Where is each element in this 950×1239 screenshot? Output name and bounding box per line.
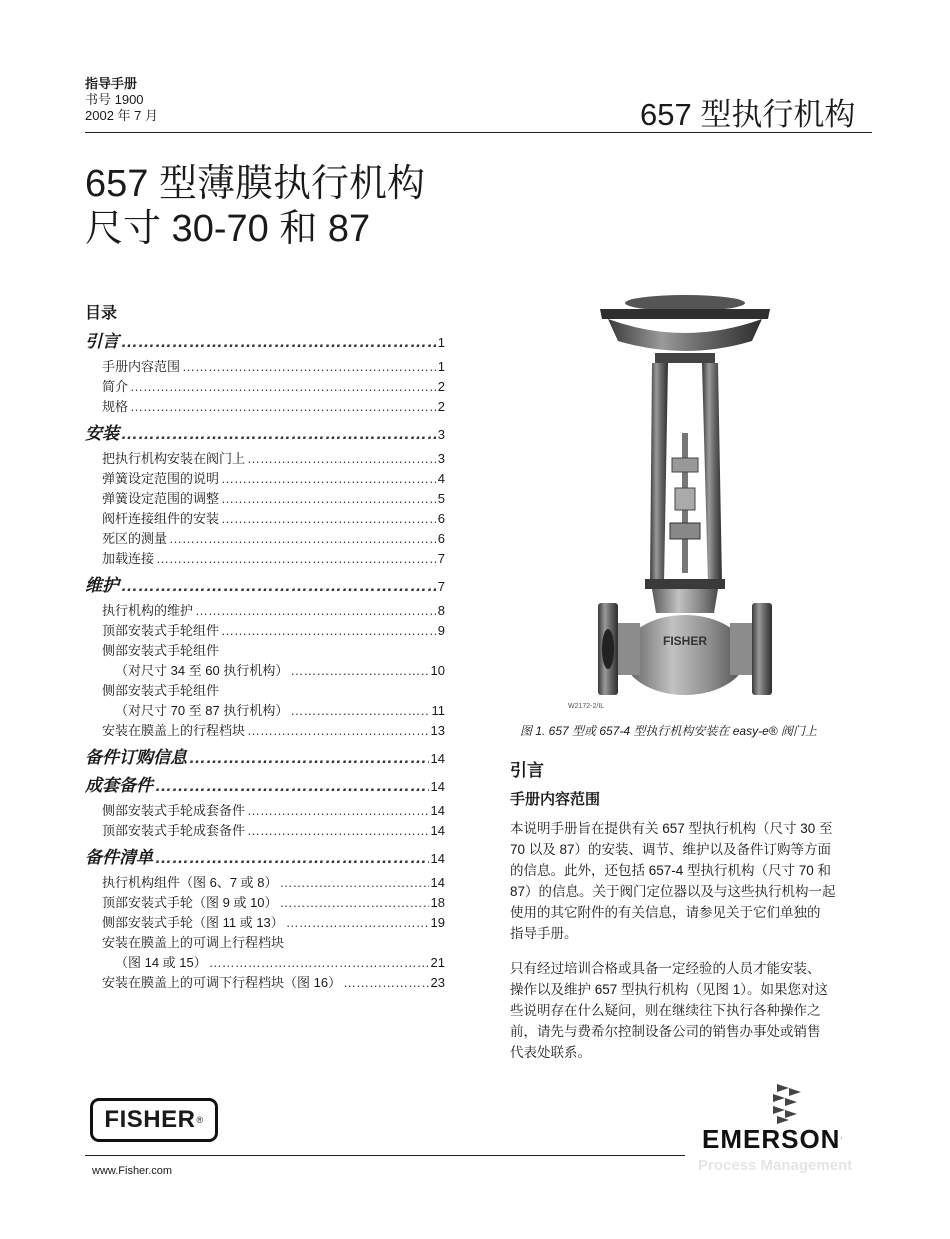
toc-leader	[221, 489, 436, 509]
toc-leader	[247, 449, 436, 469]
toc-leader	[247, 721, 429, 741]
toc-leader	[155, 775, 429, 797]
toc-item-label: 简介	[102, 379, 129, 394]
toc-item-label: 安装在膜盖上的可调上行程档块	[102, 935, 285, 950]
toc-heading: 目录	[85, 305, 118, 322]
toc-page-number: 5	[437, 491, 445, 506]
toc-page-number: 14	[430, 823, 445, 838]
toc-item-label: 顶部安装式手轮（图 9 或 10）	[102, 895, 278, 910]
toc-section-label: 引言	[85, 332, 119, 351]
intro-heading: 引言	[510, 761, 544, 780]
paragraph-line: 70 以及 87）的安装、调节、维护以及备件订购等方面	[510, 842, 832, 857]
toc-page-number: 14	[430, 779, 445, 794]
toc-section[interactable]	[85, 847, 445, 869]
toc-item-label: 侧部安装式手轮组件	[102, 683, 220, 698]
toc-item[interactable]	[85, 661, 445, 681]
toc-item-label: 阀杆连接组件的安装	[102, 511, 220, 526]
toc-page-number: 1	[437, 335, 445, 350]
scope-heading: 手册内容范围	[510, 791, 601, 808]
paragraph-line: 本说明手册旨在提供有关 657 型执行机构（尺寸 30 至	[510, 821, 833, 836]
toc-item[interactable]	[85, 821, 445, 841]
toc-leader	[280, 893, 429, 913]
toc-leader	[209, 953, 429, 973]
toc-item-label: 侧部安装式手轮组件	[102, 643, 220, 658]
paragraph-line: 些说明存在什么疑问，则在继续往下执行各种操作之	[510, 1003, 821, 1018]
toc-item-label: 加载连接	[102, 551, 155, 566]
toc-leader	[169, 529, 436, 549]
emerson-logo-text: EMERSON	[702, 1124, 841, 1154]
toc-item-label: 弹簧设定范围的调整	[102, 491, 220, 506]
toc-item-label: 侧部安装式手轮（图 11 或 13）	[102, 915, 284, 930]
publish-date: 2002 年 7 月	[85, 108, 158, 123]
toc-leader	[130, 377, 436, 397]
paragraph-line: 的信息。此外，还包括 657-4 型执行机构（尺寸 70 和	[510, 863, 832, 878]
toc-item-label: 执行机构组件（图 6、7 或 8）	[102, 875, 278, 890]
figure-caption: 图 1. 657 型或 657-4 型执行机构安装在 easy-e® 阀门上	[520, 724, 817, 738]
toc-page-number: 3	[437, 427, 445, 442]
toc-leader	[130, 397, 436, 417]
toc-page-number: 6	[437, 511, 445, 526]
toc-leader	[121, 575, 436, 597]
table-of-contents	[85, 325, 445, 993]
page-title-line1: 657 型薄膜执行机构	[85, 163, 425, 205]
toc-leader	[290, 661, 428, 681]
toc-item[interactable]	[85, 721, 445, 741]
toc-leader	[286, 913, 429, 933]
toc-item-label: 规格	[102, 399, 129, 414]
toc-leader	[155, 847, 429, 869]
paragraph-line: 87）的信息。关于阀门定位器以及与这些执行机构一起	[510, 884, 836, 899]
toc-page-number: 23	[430, 975, 445, 990]
website-url: www.Fisher.com	[92, 1165, 173, 1177]
header-rule	[85, 132, 872, 133]
paragraph-line: 指导手册。	[510, 926, 578, 941]
toc-item-label: 死区的测量	[102, 531, 168, 546]
toc-item[interactable]	[85, 397, 445, 417]
toc-item-label: 弹簧设定范围的说明	[102, 471, 220, 486]
toc-page-number: 13	[430, 723, 445, 738]
toc-item[interactable]	[85, 601, 445, 621]
toc-item[interactable]	[85, 873, 445, 893]
header-meta	[85, 76, 158, 124]
toc-page-number: 14	[430, 875, 445, 890]
toc-page-number: 19	[430, 915, 445, 930]
toc-section-label: 备件订购信息	[85, 748, 187, 767]
toc-leader	[247, 821, 429, 841]
intro-paragraph-1	[510, 818, 870, 944]
toc-page-number: 2	[437, 379, 445, 394]
toc-page-number: 11	[431, 703, 445, 718]
toc-page-number: 2	[437, 399, 445, 414]
toc-item[interactable]	[85, 913, 445, 933]
toc-leader	[221, 469, 436, 489]
toc-page-number: 3	[437, 451, 445, 466]
toc-item[interactable]	[85, 973, 445, 993]
footer-rule	[85, 1155, 685, 1156]
toc-page-number: 21	[430, 955, 445, 970]
valve-body-lettering: FISHER	[662, 634, 708, 648]
toc-item-label: （对尺寸 70 至 87 执行机构）	[115, 703, 289, 718]
toc-leader	[290, 701, 429, 721]
toc-leader	[343, 973, 428, 993]
toc-item[interactable]	[85, 529, 445, 549]
page-title-line2: 尺寸 30-70 和 87	[85, 208, 371, 250]
paragraph-line: 代表处联系。	[510, 1045, 591, 1060]
valve-actuator-figure	[590, 283, 780, 703]
toc-item-label: 执行机构的维护	[102, 603, 194, 618]
toc-item[interactable]	[85, 509, 445, 529]
toc-item[interactable]	[85, 681, 445, 701]
toc-page-number: 14	[430, 751, 445, 766]
toc-leader	[156, 549, 436, 569]
toc-leader	[121, 331, 436, 353]
toc-item[interactable]	[85, 449, 445, 469]
paragraph-line: 前，请先与费希尔控制设备公司的销售办事处或销售	[510, 1024, 821, 1039]
toc-item-label: 安装在膜盖上的可调下行程档块（图 16）	[102, 975, 342, 990]
toc-item-label: （对尺寸 34 至 60 执行机构）	[115, 663, 289, 678]
figure-id: W2172-2/IL	[568, 703, 605, 710]
toc-section[interactable]	[85, 575, 445, 597]
toc-leader	[189, 747, 429, 769]
toc-item[interactable]	[85, 801, 445, 821]
toc-leader	[221, 509, 436, 529]
fisher-logo: FISHER ®	[90, 1098, 218, 1142]
fisher-logo-text: FISHER	[104, 1106, 196, 1133]
toc-leader	[280, 873, 429, 893]
toc-item[interactable]	[85, 953, 445, 973]
toc-section[interactable]	[85, 775, 445, 797]
toc-item[interactable]	[85, 933, 445, 953]
emerson-logo: EMERSON.	[702, 1124, 844, 1154]
toc-item[interactable]	[85, 701, 445, 721]
toc-section[interactable]	[85, 747, 445, 769]
toc-item-label: 侧部安装式手轮成套备件	[102, 803, 246, 818]
toc-item-label: 顶部安装式手轮成套备件	[102, 823, 246, 838]
toc-item[interactable]	[85, 357, 445, 377]
toc-page-number: 14	[430, 851, 445, 866]
doc-type: 指导手册	[85, 76, 138, 91]
intro-paragraph-2	[510, 958, 870, 1063]
toc-item-label: 把执行机构安装在阀门上	[102, 451, 246, 466]
toc-section-label: 成套备件	[85, 776, 153, 795]
page-title	[85, 162, 425, 252]
toc-section-label: 安装	[85, 424, 119, 443]
toc-leader	[121, 423, 436, 445]
toc-page-number: 4	[437, 471, 445, 486]
toc-page-number: 7	[437, 551, 445, 566]
toc-section[interactable]	[85, 331, 445, 353]
toc-leader	[221, 621, 436, 641]
paragraph-line: 使用的其它附件的有关信息，请参见关于它们单独的	[510, 905, 821, 920]
toc-page-number: 1	[437, 359, 445, 374]
toc-page-number: 7	[437, 579, 445, 594]
toc-page-number: 18	[430, 895, 445, 910]
toc-item[interactable]	[85, 893, 445, 913]
toc-page-number: 8	[437, 603, 445, 618]
toc-page-number: 10	[430, 663, 445, 678]
toc-leader	[195, 601, 436, 621]
toc-item[interactable]	[85, 489, 445, 509]
toc-item[interactable]	[85, 377, 445, 397]
toc-section-label: 维护	[85, 576, 119, 595]
toc-leader	[247, 801, 429, 821]
toc-leader	[182, 357, 436, 377]
paragraph-line: 操作以及维护 657 型执行机构（见图 1）。如果您对这	[510, 982, 829, 997]
toc-item[interactable]	[85, 469, 445, 489]
emerson-mark-icon	[763, 1082, 807, 1128]
toc-item-label: 顶部安装式手轮组件	[102, 623, 220, 638]
toc-page-number: 14	[430, 803, 445, 818]
toc-item-label: （图 14 或 15）	[115, 955, 207, 970]
toc-page-number: 6	[437, 531, 445, 546]
toc-section[interactable]	[85, 423, 445, 445]
emerson-tagline: Process Management	[698, 1157, 853, 1174]
toc-item[interactable]	[85, 641, 445, 661]
toc-item-label: 手册内容范围	[102, 359, 181, 374]
header-title: 657 型执行机构	[640, 97, 856, 132]
toc-item[interactable]	[85, 549, 445, 569]
toc-page-number: 9	[437, 623, 445, 638]
toc-section-label: 备件清单	[85, 848, 153, 867]
toc-item-label: 安装在膜盖上的行程档块	[102, 723, 246, 738]
paragraph-line: 只有经过培训合格或具备一定经验的人员才能安装、	[510, 961, 821, 976]
toc-item[interactable]	[85, 621, 445, 641]
form-number: 书号 1900	[85, 92, 144, 107]
